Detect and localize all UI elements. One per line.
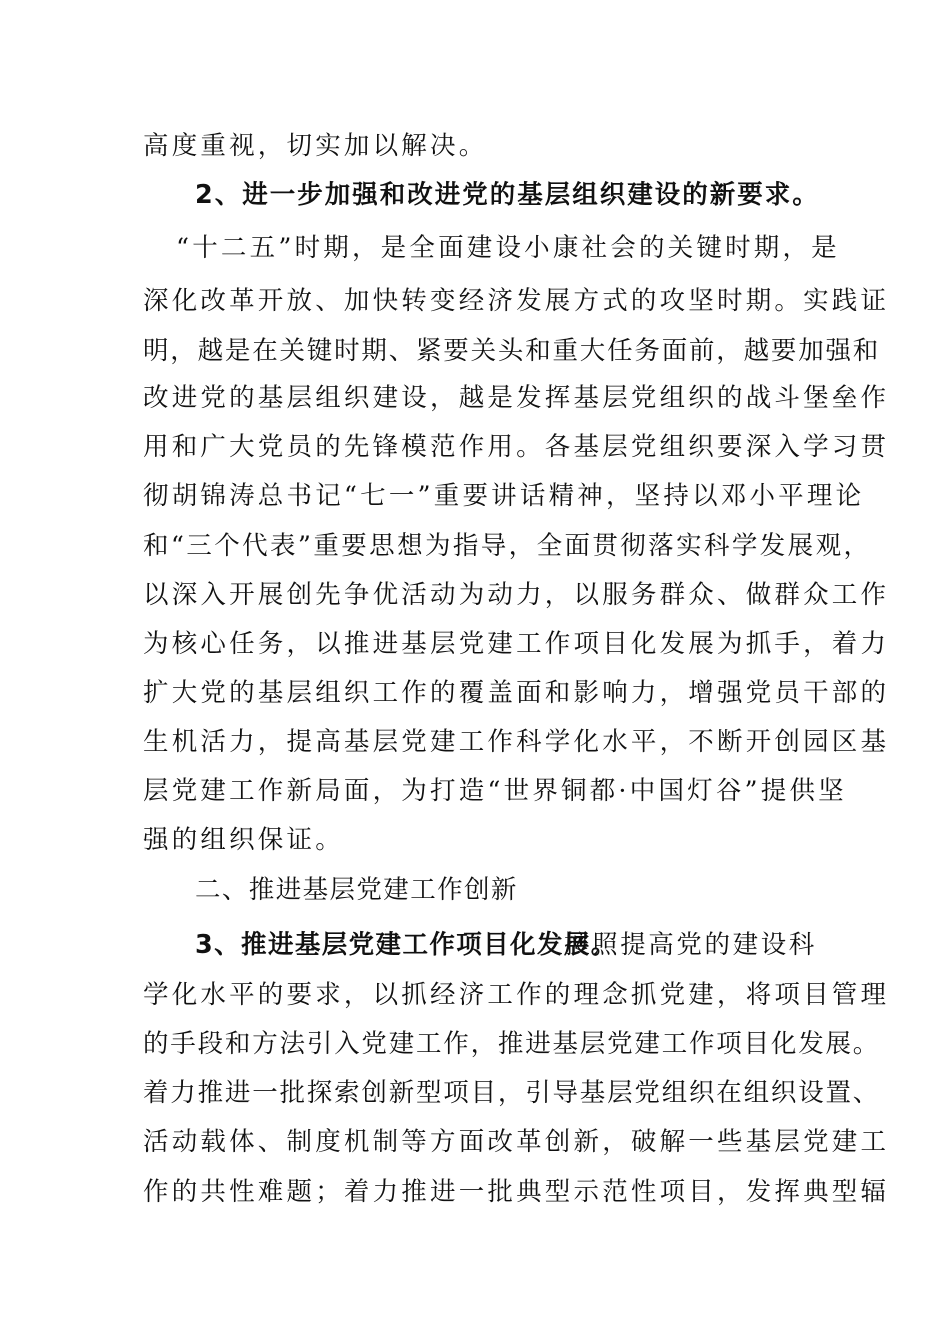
text-line [0,331,950,371]
line-text: 为核心任务，以推进基层党建工作项目化发展为抓手，着力 [143,629,890,659]
section-subheading [0,175,950,215]
line-text: 着力推进一批探索创新型项目，引导基层党组织在组织设置、 [143,1078,881,1108]
text-line [0,476,950,516]
text-line [0,1073,950,1113]
line-text: 生机活力，提高基层党建工作科学化水平，不断开创园区基 [143,727,890,757]
text-line [0,1024,950,1064]
line-text: 改进党的基层组织建设，越是发挥基层党组织的战斗堡垒作 [143,383,890,413]
paragraph-lead-rest: 按照提高党的建设科 [564,930,817,960]
line-text: 深化改革开放、加快转变经济发展方式的攻坚时期。实践证 [143,286,890,316]
text-line [0,427,950,467]
text-line [0,673,950,713]
text-line [0,624,950,664]
line-text: 明，越是在关键时期、紧要关头和重大任务面前，越要加强和 [143,336,881,366]
paragraph-lead-line [0,925,950,965]
line-text: “十二五”时期，是全面建设小康社会的关键时期，是 [176,233,840,263]
line-text: 高度重视，切实加以解决。 [143,131,488,161]
text-line [0,228,950,268]
line-text: 学化水平的要求，以抓经济工作的理念抓党建，将项目管理 [143,980,890,1010]
line-text: 彻胡锦涛总书记“七一”重要讲话精神，坚持以邓小平理论 [143,481,865,511]
line-text: 和“三个代表”重要思想为指导，全面贯彻落实科学发展观， [143,531,872,561]
paragraph-lead-bold: 3、推进基层党建工作项目化发展。 [195,930,618,960]
text-line [0,722,950,762]
line-text: 强的组织保证。 [143,825,344,855]
text-line [0,126,950,166]
section-heading-text: 二、推进基层党建工作创新 [195,875,518,905]
text-line [0,975,950,1015]
text-line [0,820,950,860]
subheading-text: 2、进一步加强和改进党的基层组织建设的新要求。 [195,180,820,210]
text-line [0,1172,950,1212]
text-line [0,281,950,321]
line-text: 作的共性难题；着力推进一批典型示范性项目，发挥典型辐 [143,1177,890,1207]
text-line [0,771,950,811]
line-text: 以深入开展创先争优活动为动力，以服务群众、做群众工作 [143,580,890,610]
section-heading [0,870,950,910]
text-line [0,526,950,566]
line-text: 活动载体、制度机制等方面改革创新，破解一些基层党建工 [143,1127,890,1157]
text-line [0,1122,950,1162]
line-text: 层党建工作新局面，为打造“世界铜都·中国灯谷”提供坚 [143,776,847,806]
line-text: 扩大党的基层组织工作的覆盖面和影响力，增强党员干部的 [143,678,890,708]
text-line [0,575,950,615]
line-text: 的手段和方法引入党建工作，推进基层党建工作项目化发展。 [143,1029,881,1059]
line-text: 用和广大党员的先锋模范作用。各基层党组织要深入学习贯 [143,432,890,462]
text-line [0,378,950,418]
